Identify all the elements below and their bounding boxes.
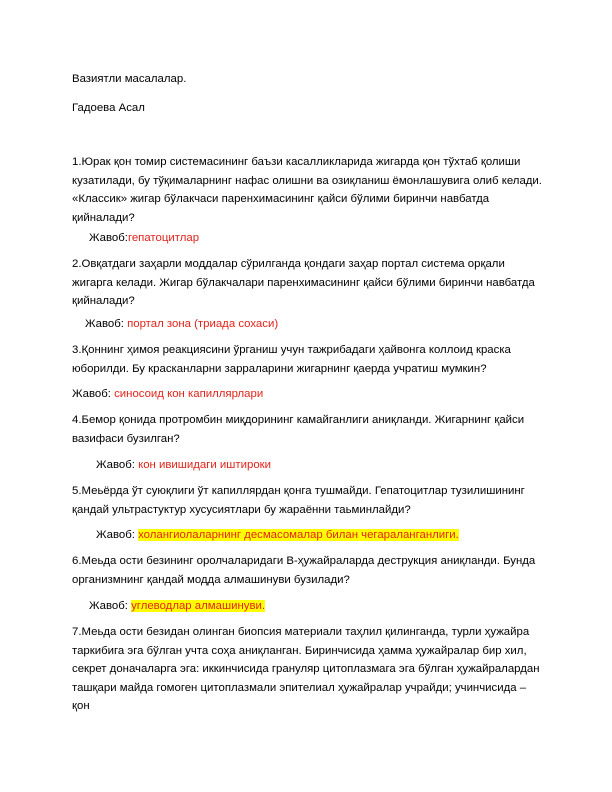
question-7: 7.Меьда ости безидан олинган биопсия материали таҳлил қилинганда, турли ҳужайра таркибига эга бўлган учта соҳа аниқланган. Биринчисида ҳамма ҳужайралар бир хил, секрет доначаларга эга: иккинчисида грануляр цитоплазмага эга бўлган ҳужайралардан ташқари майда гомоген цитоплазмали эпителиал ҳужайралар учрайди; учинчисида – қон xyxy=(72,626,540,712)
document-title: Вазиятли масалалар. xyxy=(72,73,187,85)
answer-3-label: Жавоб: xyxy=(72,388,115,400)
answer-3 xyxy=(72,386,263,402)
question-1: 1.Юрак қон томир системасининг баъзи касалликларида жигарда қон тўхтаб қолиши кузатилади, бу тўқималарнинг нафас олишни ва озиқланиш ёмонлашувига олиб келади. «Классик» жигар бўлакчаси паренхимасининг қайси бўлими биринчи навбатда қийналади? xyxy=(72,156,542,224)
answer-6-label: Жавоб: xyxy=(89,600,132,612)
answer-1 xyxy=(89,230,199,246)
question-2: 2.Овқатдаги заҳарли моддалар сўрилганда қондаги заҳар портал система орқали жигарга келади. Жигар бўлакчалари паренхимасининг қайси бўлими биринчи навбатда қийналади? xyxy=(72,258,535,307)
question-6: 6.Меьда ости безининг оролчаларидаги В-ҳужайраларда деструкция аниқланди. Бунда организмнинг қандай модда алмашинуви бузилади? xyxy=(72,555,536,586)
answer-3-text: синосоид кон капиллярлари xyxy=(114,388,264,400)
question-5: 5.Меьёрда ўт суюқлиги ўт капиллярдан қонга тушмайди. Гепатоцитлар тузилишининг қандай ультрастуктур хусусиятлари бу жараённи таьминлайди? xyxy=(72,485,525,516)
answer-2-label: Жавоб: xyxy=(85,318,128,330)
question-3: 3.Қоннинг ҳимоя реакциясини ўрганиш учун тажрибадаги ҳайвонга коллоид краска юборилди. Бу красканларни зарраларини жигарнинг қаерда учратиш мумкин? xyxy=(72,344,511,375)
answer-1-label: Жавоб: xyxy=(89,232,128,244)
answer-1-text: гепатоцитлар xyxy=(127,232,200,244)
answer-2 xyxy=(85,316,278,332)
document-author: Гадоева Асал xyxy=(72,102,145,114)
answer-2-text: портал зона (триада сохаси) xyxy=(127,318,279,330)
answer-6 xyxy=(89,598,265,614)
answer-4 xyxy=(96,457,271,473)
answer-5-text: холангиолаларнинг десмасомалар билан чегараланганлиги. xyxy=(138,529,459,541)
question-4: 4.Бемор қонида протромбин миқдорининг камайганлиги аниқланди. Жигарнинг қайси вазифаси бузилган? xyxy=(72,414,525,445)
answer-6-text: углеводлар алмашинуви. xyxy=(131,600,266,612)
answer-5 xyxy=(96,527,459,543)
answer-4-label: Жавоб: xyxy=(96,459,139,471)
answer-5-label: Жавоб: xyxy=(96,529,139,541)
answer-4-text: кон ивишидаги иштироки xyxy=(138,459,272,471)
